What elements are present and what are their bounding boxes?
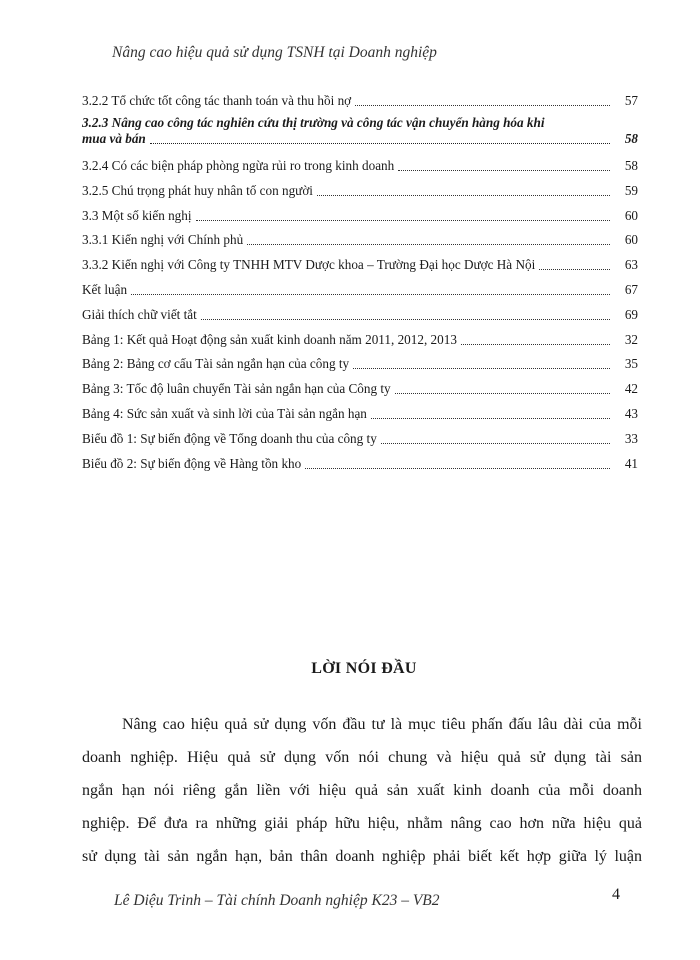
toc-entry[interactable] [82,227,638,248]
toc-entry-page: 59 [624,182,638,198]
toc-leader [461,330,610,345]
toc-leader [131,280,610,295]
toc-entry[interactable] [82,376,638,397]
toc-entry[interactable] [82,401,638,422]
toc-entry-bold[interactable] [82,115,638,147]
toc-entry-label: Bảng 4: Sức sản xuất và sinh lời của Tài sản ngắn hạn [82,405,367,421]
toc-entry[interactable] [82,426,638,447]
toc-entry[interactable] [82,88,638,109]
toc-leader [150,131,610,144]
toc-leader [398,156,610,171]
toc-entry-label: 3.3.1 Kiến nghị với Chính phủ [82,232,244,248]
toc-entry-page: 32 [624,331,638,347]
toc-leader [247,230,610,245]
toc-entry-page: 57 [624,93,638,108]
toc-entry-page: 60 [624,232,638,248]
toc-entry-label-cont: mua và bán [82,131,146,146]
toc-entry-page: 35 [624,356,638,372]
toc-leader [317,181,610,196]
toc-entry-label: Bảng 1: Kết quả Hoạt động sản xuất kinh doanh năm 2011, 2012, 2013 [82,331,457,347]
toc-entry-label: 3.3.2 Kiến nghị với Công ty TNHH MTV Dược khoa – Trường Đại học Dược Hà Nội [82,257,536,273]
toc-leader [395,379,610,394]
toc-entry-page: 43 [624,405,638,421]
toc-entry-label: 3.2.5 Chú trọng phát huy nhân tố con người [82,182,313,198]
toc-leader [381,429,610,444]
toc-entry-label: Kết luận [82,281,128,297]
toc-entry-page: 67 [624,281,638,297]
page-number: 4 [612,886,620,903]
toc-entry-page: 58 [624,131,638,146]
paragraph-line: nghiệp. Để đưa ra những giải pháp hữu hiệu, nhằm nâng cao hơn nữa hiệu quả [82,815,642,832]
paragraph-line: Nâng cao hiệu quả sử dụng vốn đầu tư là mục tiêu phấn đấu lâu dài của mỗi [122,716,642,733]
toc-entry-page: 60 [624,207,638,223]
paragraph-line: doanh nghiệp. Hiệu quả sử dụng vốn nói chung và hiệu quả sử dụng tài sản [82,749,642,766]
toc-entry-label: 3.3 Một số kiến nghị [82,207,192,223]
toc-entry[interactable] [82,302,638,323]
toc-entry-page: 58 [624,158,638,173]
body-paragraph [82,708,642,873]
paragraph-line: sử dụng tài sản ngắn hạn, bản thân doanh nghiệp phải biết kết hợp giữa lý luận [82,848,642,865]
paragraph-line: ngắn hạn nói riêng gắn liền với hiệu quả sản xuất kinh doanh của mỗi doanh [82,782,642,799]
toc-entry-label: 3.2.4 Có các biện pháp phòng ngừa rủi ro trong kinh doanh [82,158,395,173]
toc-entry[interactable] [82,277,638,298]
toc-entry-page: 42 [624,381,638,397]
toc-entry[interactable] [82,451,638,472]
toc-entry[interactable] [82,178,638,199]
section-title: LỜI NÓI ĐẦU [311,660,417,677]
toc-entry-label: 3.2.2 Tổ chức tốt công tác thanh toán và thu hồi nợ [82,93,352,108]
toc-entry-label: Bảng 3: Tốc độ luân chuyển Tài sản ngắn hạn của Công ty [82,381,391,397]
toc-entry-label: 3.2.3 Nâng cao công tác nghiên cứu thị trường và công tác vận chuyển hàng hóa khi [82,115,545,130]
page-header: Nâng cao hiệu quả sử dụng TSNH tại Doanh nghiệp [112,44,437,61]
toc-entry-label: Bảng 2: Bảng cơ cấu Tài sản ngắn hạn của công ty [82,356,350,372]
toc-leader [305,454,610,469]
toc-entry-page: 63 [624,257,638,273]
toc-leader [371,404,610,419]
toc-entry[interactable] [82,351,638,372]
toc-entry-label: Biểu đồ 2: Sự biến động về Hàng tồn kho [82,455,302,471]
page-footer: Lê Diệu Trinh – Tài chính Doanh nghiệp K23 – VB2 [114,892,440,909]
toc-entry-label: Biểu đồ 1: Sự biến động về Tổng doanh thu của công ty [82,430,377,446]
toc-leader [353,354,610,369]
toc-entry[interactable] [82,252,638,273]
toc-leader [355,91,610,106]
table-of-contents [82,88,638,475]
toc-entry-page: 41 [624,455,638,471]
toc-entry-page: 69 [624,306,638,322]
toc-leader [196,206,610,221]
toc-entry[interactable] [82,327,638,348]
toc-entry[interactable] [82,203,638,224]
toc-leader [539,255,610,270]
toc-entry[interactable] [82,153,638,174]
toc-leader [201,305,610,320]
toc-entry-page: 33 [624,430,638,446]
toc-entry-label: Giải thích chữ viết tắt [82,306,197,322]
